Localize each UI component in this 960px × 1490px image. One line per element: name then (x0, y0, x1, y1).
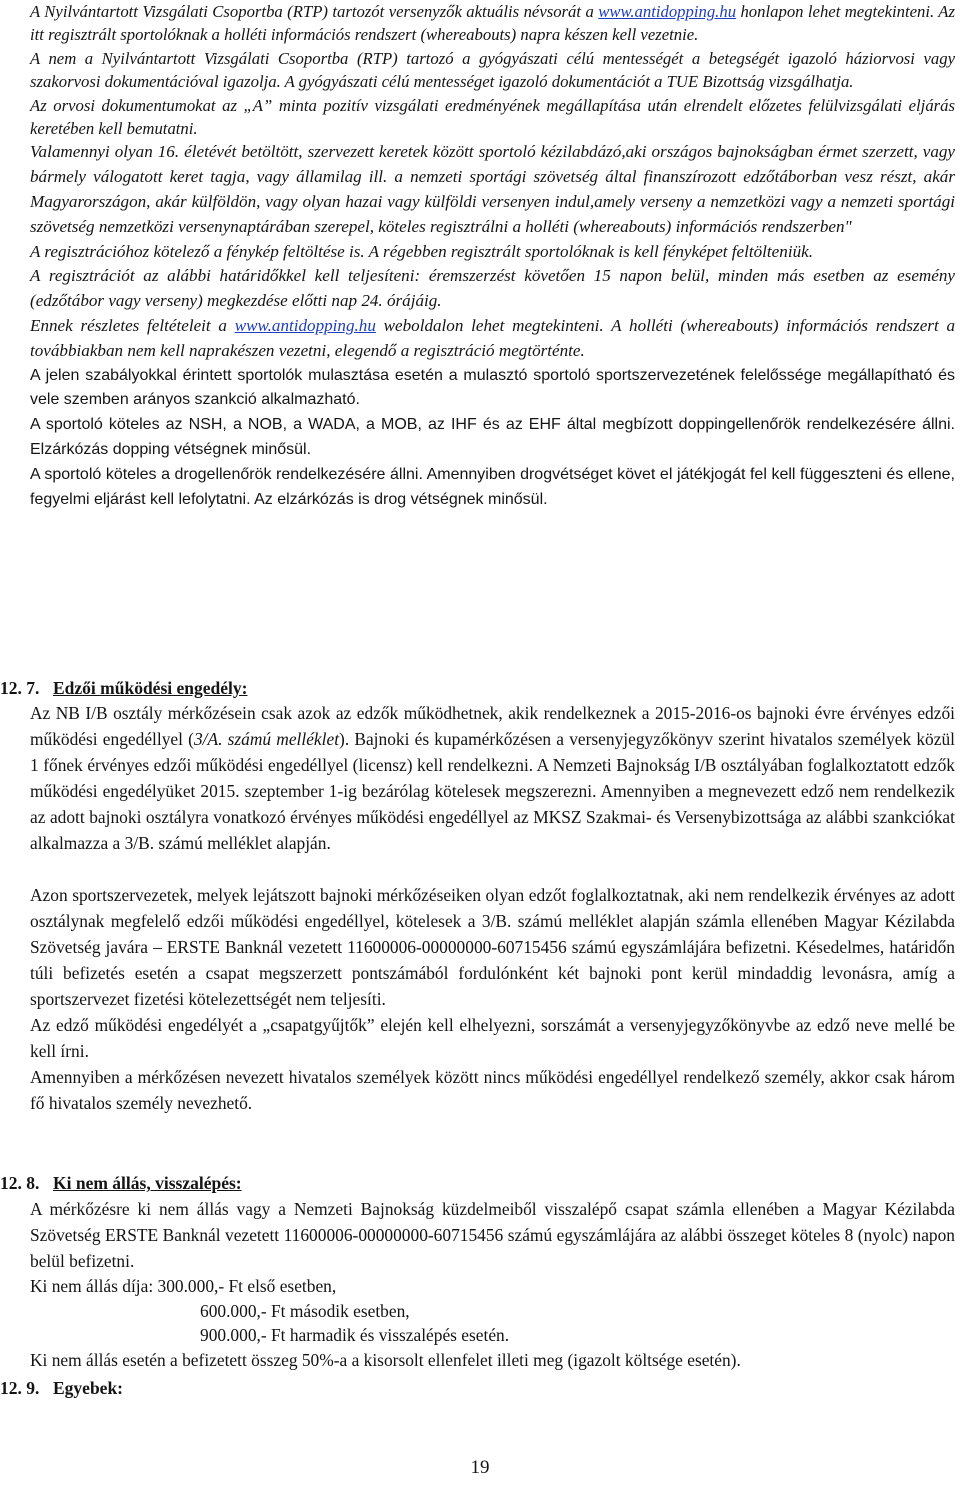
section-12-7-number: 12. 7. (0, 678, 40, 698)
rtp-paragraph (30, 0, 955, 47)
annex-3a-ref: 3/A. számú melléklet (193, 729, 340, 749)
rtp-text-cont: honlapon lehet megtekinteni. Az itt regisztrált sportolóknak a holléti információs rendszert (whereabouts) napra készen kell vezetnie. (30, 2, 955, 45)
fee-third: 900.000,- Ft harmadik és visszalépés esetén. (200, 1325, 510, 1346)
doping-control-paragraph: A sportoló köteles az NSH, a NOB, a WADA, a MOB, az IHF és az EHF által megbízott doppingellenőrök rendelkezésére állni. Elzárkózás dopping vétségnek minősül. (30, 416, 955, 458)
section-12-8-title: Ki nem állás, visszalépés: (53, 1173, 242, 1193)
license-placement-paragraph: Az edző működési engedélyét a „csapatgyűjtők” elején kell elhelyezni, sorszámát a versenyjegyzőkönyvbe az edző neve mellé be kell írni. (30, 1015, 955, 1061)
liability-paragraph: A jelen szabályokkal érintett sportolók mulasztása esetén a mulasztó sportoló sportszervezetének felelőssége megállapítható és vele szemben arányos szankció alkalmazható. (30, 366, 955, 409)
antidoping-block (30, 0, 955, 512)
forfeit-paragraph: A mérkőzésre ki nem állás vagy a Nemzeti Bajnokság küzdelmeiből visszalépő csapat számla ellenében a Magyar Kézilabda Szövetség ERSTE Banknál vezetett 11600006-00000000-60715456 számú egyszámlájára az alábbi összeget köteles 8 (nyolc) napon belül befizetni. (30, 1199, 955, 1271)
details-text-cont: weboldalon lehet megtekinteni. A holléti (whereabouts) információs rendszert a továbbiakban nem kell naprakészen vezetni, elegendő a regisztráció megtörténte. (30, 316, 955, 360)
details-paragraph (30, 314, 955, 364)
fee-second: 600.000,- Ft második esetben, (200, 1300, 410, 1321)
antidopping-link[interactable]: www.antidopping.hu (598, 2, 737, 21)
section-12-7-body (30, 700, 955, 1116)
license-text: Az NB I/B osztály mérkőzésein csak azok az edzők működhetnek, akik rendelkeznek a 2015-2016-os bajnoki évre érvényes edzői működési engedéllyel ( (30, 703, 955, 749)
medical-docs-paragraph: Az orvosi dokumentumokat az „A” minta pozitív vizsgálati eredményének megállapítása után elrendelt előzetes felülvizsgálati eljárás keretében kell bemutatni. (30, 95, 955, 139)
photo-paragraph: A regisztrációhoz kötelező a fénykép feltöltése is. A régebben regisztrált sportolóknak is kell fényképet feltölteniük. (30, 241, 813, 261)
section-12-8-body (30, 1196, 955, 1372)
registration-scope-text: életévét betöltött, szervezett keretek között sportoló kézilabdázó,aki országos bajnokságban érmet szerzett, vagy bármely válogatott keret tagja, vagy államilag ill. a nemzeti sportági szövetség által finanszírozott edzőtáborban vesz részt, akár Magyarországon, akár külföldön, vagy olyan hazai vagy külföldi versenyen indul,amely verseny a nemzetközi vagy a nemzeti sportági szövetség nemzetközi versenynaptárában szerepel, köteles regisztrálni a holléti (whereabouts) információs rendszerben" (30, 142, 956, 236)
registration-scope-lead: Valamennyi olyan 16. (30, 142, 185, 162)
antidopping-link-2[interactable]: www.antidopping.hu (234, 316, 376, 336)
section-12-9-title: Egyebek: (53, 1378, 123, 1398)
license-text-cont: ). Bajnoki és kupamérkőzésen a versenyjegyzőkönyv szerint hivatalos személyek közül 1 főnek érvényes edzői működési engedéllyel (licensz) kell rendelkezni. A Nemzeti Bajnokság I/B osztályában foglalkoztatott edzők működési engedélyüket 2015. szeptember 1-ig bezárólag kötelesek megszerezni. Amennyiben a megnevezett edző nem rendelkezik az adott bajnoki osztályra vonatkozó érvényes működési engedéllyel az MKSZ Szakmai- és Versenybizottsága az alábbi szankciókat alkalmazza a 3/B. számú melléklet alapján. (30, 729, 955, 853)
license-paragraph (30, 700, 955, 856)
section-12-7-title: Edzői működési engedély: (53, 678, 248, 698)
registration-scope-paragraph (30, 140, 955, 239)
deadline-paragraph: A regisztrációt az alábbi határidőkkel kell teljesíteni: éremszerzést követően 15 napon belül, minden más esetben az esemény (edzőtábor vagy verseny) megkezdése előtti nap 24. órájáig. (30, 266, 955, 311)
rtp-text: A Nyilvántartott Vizsgálati Csoportba (RTP) tartozót versenyzők aktuális névsorát a (30, 2, 599, 21)
section-12-9-heading (0, 1376, 123, 1400)
no-licensed-official-paragraph: Amennyiben a mérkőzésen nevezett hivatalos személyek között nincs működési engedéllyel rendelkező személy, akkor csak három fő hivatalos személy nevezhető. (30, 1067, 955, 1113)
section-12-8-heading (0, 1171, 242, 1195)
tue-paragraph: A nem a Nyilvántartott Vizsgálati Csoportba (RTP) tartozó a gyógyászati célú mentességét a betegségét igazoló háziorvosi vagy szakorvosi dokumentációval igazolja. A gyógyászati célú mentességet igazoló dokumentációt a TUE Bizottság vizsgálhatja. (30, 48, 955, 92)
sanction-paragraph: Azon sportszervezetek, melyek lejátszott bajnoki mérkőzéseiken olyan edzőt foglalkoztatnak, aki nem rendelkezik érvényes az adott osztálynak megfelelő edzői működési engedéllyel, kötelesek a 3/B. számú melléklet alapján számla ellenében Magyar Kézilabda Szövetség javára – ERSTE Banknál vezetett 11600006-00000000-60715456 számú egyszámlájára befizetni. Késedelmes, határidőn túli befizetés esetén a csapat megszerzett pontszámából fordulónként két bajnoki pont kerül mindaddig levonásra, amíg a sportszervezet fizetési kötelezettségét nem teljesíti. (30, 885, 955, 1009)
page-number: 19 (470, 1457, 490, 1478)
forfeit-share-paragraph: Ki nem állás esetén a befizetett összeg 50%-a a kisorsolt ellenfelet illeti meg (igazolt költsége esetén). (30, 1349, 741, 1370)
section-12-7-heading (0, 676, 247, 700)
details-text: Ennek részletes feltételeit a (30, 316, 235, 336)
section-12-9-number: 12. 9. (0, 1378, 40, 1398)
drug-control-paragraph: A sportoló köteles a drogellenőrök rendelkezésére állni. Amennyiben drogvétséget követ el játékjogát fel kell függeszteni és ellene, fegyelmi eljárást kell lefolytatni. Az elzárkózás is drog vétségnek minősül. (30, 465, 955, 508)
fee-first: Ki nem állás díja: 300.000,- Ft első esetben, (30, 1276, 337, 1296)
section-12-8-number: 12. 8. (0, 1173, 40, 1193)
